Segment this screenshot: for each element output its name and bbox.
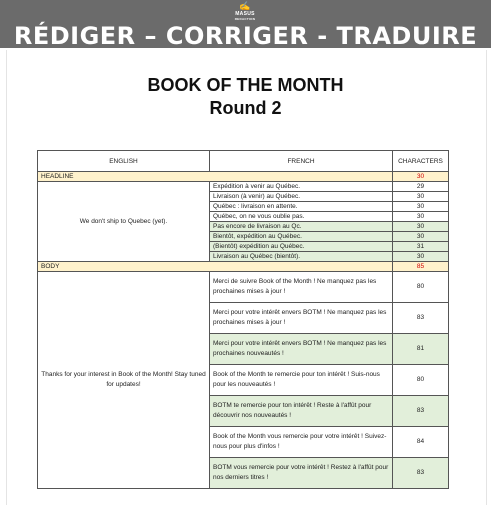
french-translation: Bientôt, expédition au Québec. bbox=[210, 232, 393, 242]
french-translation: Livraison au Québec (bientôt). bbox=[210, 252, 393, 262]
table-row bbox=[38, 272, 449, 303]
document-title: BOOK OF THE MONTH bbox=[147, 75, 344, 95]
english-source-text: We don't ship to Quebec (yet). bbox=[38, 182, 210, 262]
section-label: BODY bbox=[38, 262, 393, 272]
french-translation: (Bientôt) expédition au Québec. bbox=[210, 242, 393, 252]
character-count: 83 bbox=[393, 458, 449, 489]
document-subtitle: Round 2 bbox=[209, 98, 282, 118]
section-limit: 85 bbox=[393, 262, 449, 272]
character-count: 30 bbox=[393, 192, 449, 202]
french-translation: Québec : livraison en attente. bbox=[210, 202, 393, 212]
character-count: 83 bbox=[393, 396, 449, 427]
french-translation: Merci de suivre Book of the Month ! Ne manquez pas les prochaines mises à jour ! bbox=[210, 272, 393, 303]
character-count: 81 bbox=[393, 334, 449, 365]
section-limit: 30 bbox=[393, 172, 449, 182]
character-count: 83 bbox=[393, 303, 449, 334]
french-translation: BOTM vous remercie pour votre intérêt ! Restez à l'affût pour nos derniers titres ! bbox=[210, 458, 393, 489]
french-translation: Pas encore de livraison au Qc. bbox=[210, 222, 393, 232]
french-translation: Merci pour votre intérêt envers BOTM ! Ne manquez pas les prochaines nouveautés ! bbox=[210, 334, 393, 365]
logo-sub: REDACTION bbox=[234, 17, 256, 21]
company-logo bbox=[228, 2, 262, 22]
banner-title: RÉDIGER – CORRIGER - TRADUIRE bbox=[13, 22, 478, 50]
section-row-headline bbox=[38, 172, 449, 182]
character-count: 29 bbox=[393, 182, 449, 192]
header-banner bbox=[0, 0, 491, 48]
french-translation: Book of the Month vous remercie pour votre intérêt ! Suivez-nous pour plus d'infos ! bbox=[210, 427, 393, 458]
character-count: 30 bbox=[393, 212, 449, 222]
character-count: 84 bbox=[393, 427, 449, 458]
french-translation: Québec, on ne vous oublie pas. bbox=[210, 212, 393, 222]
french-translation: Livraison (à venir) au Québec. bbox=[210, 192, 393, 202]
english-source-text: Thanks for your interest in Book of the Month! Stay tuned for updates! bbox=[38, 272, 210, 489]
french-translation: BOTM te remercie pour ton intérêt ! Reste à l'affût pour découvrir nos nouveautés ! bbox=[210, 396, 393, 427]
character-count: 80 bbox=[393, 365, 449, 396]
header-french: FRENCH bbox=[210, 151, 393, 172]
character-count: 30 bbox=[393, 222, 449, 232]
logo-mark-icon: ✍ bbox=[239, 1, 251, 11]
french-translation: Merci pour votre intérêt envers BOTM ! Ne manquez pas les prochaines mises à jour ! bbox=[210, 303, 393, 334]
character-count: 30 bbox=[393, 252, 449, 262]
character-count: 31 bbox=[393, 242, 449, 252]
section-label: HEADLINE bbox=[38, 172, 393, 182]
header-characters: CHARACTERS bbox=[393, 151, 449, 172]
header-english: ENGLISH bbox=[38, 151, 210, 172]
translation-table bbox=[37, 150, 449, 489]
character-count: 30 bbox=[393, 232, 449, 242]
character-count: 30 bbox=[393, 202, 449, 212]
section-row-body bbox=[38, 262, 449, 272]
french-translation: Book of the Month te remercie pour ton intérêt ! Suis-nous pour les nouveautés ! bbox=[210, 365, 393, 396]
logo-word: MASUS bbox=[235, 11, 255, 17]
table-header-row bbox=[38, 151, 449, 172]
table-row bbox=[38, 182, 449, 192]
character-count: 80 bbox=[393, 272, 449, 303]
french-translation: Expédition à venir au Québec. bbox=[210, 182, 393, 192]
